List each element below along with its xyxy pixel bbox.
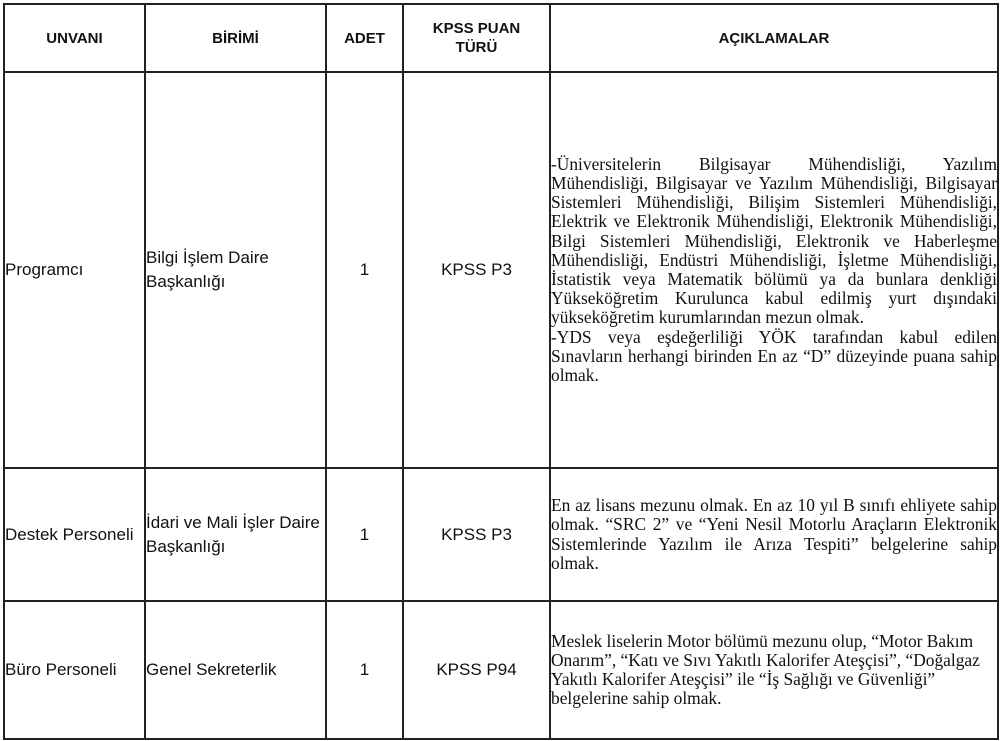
description-paragraph: En az lisans mezunu olmak. En az 10 yıl B sınıfı ehliyete sahip olmak. “SRC 2” ve “Yeni Nesil Motorlu Araçların Elektronik Sistemlerinde Yazılım ile Arıza Tespiti” belgelerine sahip olmak. <box>551 495 997 573</box>
table-header-row <box>4 4 998 72</box>
header-kpss-line1: KPSS PUAN <box>432 20 521 37</box>
row-count: 1 <box>326 468 403 601</box>
description-paragraph: -Üniversitelerin Bilgisayar Mühendisliği, Yazılım Mühendisliği, Bilgisayar ve Yazılım Mühendisliği, Bilgisayar Sistemleri Mühendisliği, Bilişim Sistemleri Mühendisliği, Elektrik ve Elektronik Mühendisliği, Elektronik Mühendisliği, Bilgi Sistemleri Mühendisliği, Elektronik ve Haberleşme Mühendisliği, Endüstri Mühendisliği, İşletme Mühendisliği, İstatistik veya Matematik bölümü ya da bunlara denkliği Yükseköğretim Kurulunca kabul edilmiş yurt dışındaki yükseköğretim kurumlarından mezun olmak. <box>551 153 997 328</box>
row-kpss: KPSS P3 <box>403 72 550 468</box>
row-unit: Bilgi İşlem Daire Başkanlığı <box>145 72 326 468</box>
row-title: Destek Personeli <box>4 468 145 601</box>
header-kpss-puan-turu <box>403 4 550 72</box>
row-unit: İdari ve Mali İşler Daire Başkanlığı <box>145 468 326 601</box>
job-listings-table <box>3 3 999 740</box>
header-unvani: UNVANI <box>4 4 145 72</box>
row-kpss: KPSS P94 <box>403 601 550 739</box>
row-title: Programcı <box>4 72 145 468</box>
description-paragraph: -YDS veya eşdeğerliliği YÖK tarafından kabul edilen Sınavların herhangi birinden En az “D” düzeyinde puana sahip olmak. <box>551 326 997 386</box>
row-count: 1 <box>326 601 403 739</box>
header-aciklamalar: AÇIKLAMALAR <box>550 4 998 72</box>
table-row <box>4 468 998 601</box>
header-birimi: BİRİMİ <box>145 4 326 72</box>
row-title: Büro Personeli <box>4 601 145 739</box>
header-kpss-line2: TÜRÜ <box>455 39 498 56</box>
row-description <box>550 601 998 739</box>
row-count: 1 <box>326 72 403 468</box>
header-adet: ADET <box>326 4 403 72</box>
table-row <box>4 601 998 739</box>
row-description <box>550 468 998 601</box>
row-description <box>550 72 998 468</box>
table-row <box>4 72 998 468</box>
row-unit: Genel Sekreterlik <box>145 601 326 739</box>
row-kpss: KPSS P3 <box>403 468 550 601</box>
description-paragraph: Meslek liselerin Motor bölümü mezunu olup, “Motor Bakım Onarım”, “Katı ve Sıvı Yakıtlı Kalorifer Ateşçisi”, “Doğalgaz Yakıtlı Kalorifer Ateşçisi” ile “İş Sağlığı ve Güvenliği” belgelerine sahip olmak. <box>551 630 980 709</box>
